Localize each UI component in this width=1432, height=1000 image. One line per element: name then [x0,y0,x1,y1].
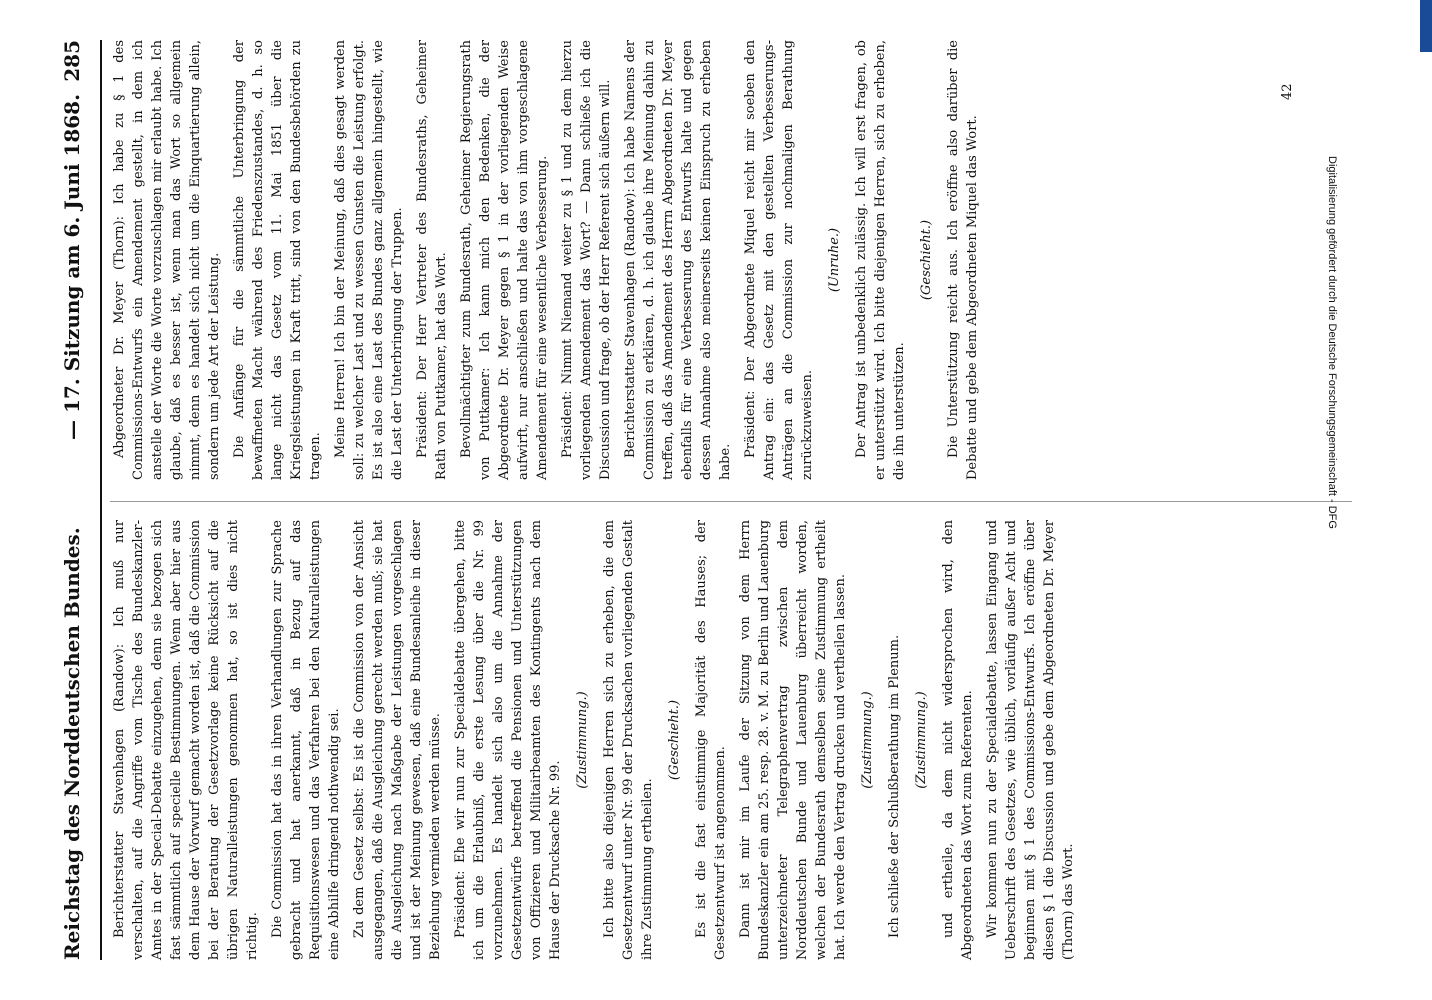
stage-direction: (Geschieht.) [667,699,682,781]
paragraph: Präsident: Nimmt Niemand weiter zu § 1 und zu dem hierzu vorliegenden Amendement das Wort? — Dann schließe ich die Discussion und frage, ob der Herr Referent sich äußern will. [560,40,613,480]
header-center: — 17. Sitzung am 6. Juni 1868. [60,93,84,440]
paragraph: Ich schließe der Schlußberathung im Plenum. [887,634,902,938]
paragraph: Berichterstatter Stavenhagen (Randow): Ich habe Namens der Commission zu erklären, d. h. ich glaube ihre Meinung dahin zu treffen, daß das Amendement des Herrn Abgeordneten Dr. Meyer ebenfalls für eine Verbesserung des Entwurfs halte und gegen dessen Annahme also meinerseits keinen Einspruch zu erheben habe. [623,40,733,480]
paragraph: Es ist die fast einstimmige Majorität des Hauses; der Gesetzentwurf ist angenommen. [694,520,728,960]
paragraph: Die Commission hat das in ihren Verhandlungen zur Sprache gebracht und hat anerkannt, daß in Bezug auf das Requisitionswesen und das Verfahren bei den Naturalleistungen eine Abhilfe dringend nothwendig sei. [270,520,342,960]
paragraph: Bevollmächtigter zum Bundesrath, Geheimer Regierungsrath von Puttkamer: Ich kann mich den Bedenken, die der Abgeordnete Dr. Meyer gegen § 1 in der vorliegenden Weise aufwirft, nur anschließen und halte das von ihm vorgeschlagene Amendement für eine wesentliche Verbesserung. [459,40,550,480]
stage-direction: (Zustimmung.) [914,691,929,789]
paragraph: Präsident: Ehe wir nun zur Specialdebatte übergehen, bitte ich um die Erlaubniß, die erste Lesung über die Nr. 99 vorzunehmen. Es handelt sich also um die Annahme der Gesetzentwürfe betreffend die Pensionen und Unterstützungen von Offizieren und Militairbeamten des Kontingents nach dem Hause der Drucksache Nr. 99. [453,520,563,960]
stage-direction: (Zustimmung.) [575,691,590,789]
paragraph: Zu dem Gesetz selbst: Es ist die Commission von der Ansicht ausgegangen, daß die Ausgleichung gerecht werden muß; sie hat die Ausgleichung nach Maßgabe der Leistungen vorgeschlagen und ist der Meinung gewesen, daß eine Bundesanleihe in dieser Beziehung vermieden werden müsse. [352,520,443,960]
paragraph: Meine Herren! Ich bin der Meinung, daß dies gesagt werden soll: zu welcher Last und zu wessen Gunsten die Leistung erfolgt. Es ist also eine Last des Bundes ganz allgemein hingestellt, wie die Last der Unterbringung der Truppen. [333,40,405,480]
paragraph: Berichterstatter Stavenhagen (Randow): Ich muß nur verschalten, auf die Angriffe vom Tische des Bundeskanzler-Amtes in der Special-Debatte einzugehen, denn sie bezogen sich fast sämmtlich auf specielle Bestimmungen. Wenn aber hier aus dem Hause der Vorwurf gemacht worden ist, daß die Commission bei der Beratung der Gesetzvorlage keine Rücksicht auf die übrigen Naturalleistungen genommen hat, so ist dies nicht richtig. [112,520,260,960]
paragraph: Ich bitte also diejenigen Herren sich zu erheben, die dem Gesetzentwurf unter Nr. 99 der Drucksachen vorliegenden Gestalt ihre Zustimmung ertheilen. [602,520,655,960]
paragraph: Wir kommen nun zu der Specialdebatte, lassen Eingang und Ueberschrift des Gesetzes, wie üblich, vorläufig außer Acht und beginnen mit § 1 des Commissions-Entwurfs. Ich eröffne über diesen § 1 die Discussion und gebe dem Abgeordneten Dr. Meyer (Thorn) das Wort. [985,520,1076,960]
signature-mark: 42 [1280,83,1295,100]
column-divider [110,501,1352,502]
page-number: 285 [60,40,84,82]
left-column [110,520,1084,960]
paragraph: Die Anfänge für die sämmtliche Unterbringung der bewaffneten Macht während des Friedenszustandes, d. h. so lange nicht das Gesetz vom 11. Mai 1851 über die Kriegsleistungen in Kraft tritt, sind von den Bundesbehörden zu tragen. [232,40,323,480]
stage-direction: (Unruhe.) [827,227,842,293]
paragraph: Präsident: Der Abgeordnete Miquel reicht mir soeben den Antrag ein: das Gesetz mit den gestellten Verbesserungs-Anträgen an die Commission zur nochmaligen Berathung zurückzuweisen. [743,40,815,480]
paragraph: und ertheile, da dem nicht widersprochen wird, den Abgeordneten das Wort zum Referenten. [941,520,975,960]
funding-note: Digitalisierung gefördert durch die Deutsche Forschungsgemeinschaft - DFG [1326,156,1338,529]
stage-direction: (Zustimmung.) [860,691,875,789]
header-rule [100,40,102,960]
page-header [60,40,100,960]
paragraph: Abgeordneter Dr. Meyer (Thorn): Ich habe zu § 1 des Commissions-Entwurfs ein Amendement gestellt, in dem ich anstelle der Worte die Worte vorzuschlagen mir erlaubt habe. Ich glaube, daß es besser ist, wenn man das Wort so allgemein nimmt, denn es handelt sich nicht um die Einquartierung allein, sondern um jede Art der Leistung. [112,40,222,480]
paragraph: Dann ist mir im Laufe der Sitzung von dem Herrn Bundeskanzler ein am 25. resp. 28. v. M. zu Berlin und Lauenburg unterzeichneter Telegraphenvertrag zwischen dem Norddeutschen Bunde und Lauenburg überreicht worden, welchen der Bundesrath demselben seine Zustimmung ertheilt hat. Ich werde den Vertrag drucken und vertheilen lassen. [738,520,848,960]
right-column [110,40,988,480]
dfg-logo-icon [1420,0,1432,52]
paragraph: Die Unterstützung reicht aus. Ich eröffne also darüber die Debatte und gebe dem Abgeordneten Miquel das Wort. [946,40,980,480]
header-left: Reichstag des Norddeutschen Bundes. [60,527,84,960]
paragraph: Der Antrag ist unbedenklich zulässig. Ich will erst fragen, ob er unterstützt wird. Ich bitte diejenigen Herren, sich zu erheben, die ihn unterstützen. [854,40,907,480]
stage-direction: (Geschieht.) [919,219,934,301]
paragraph: Präsident: Der Herr Vertreter des Bundesraths, Geheimer Rath von Puttkamer, hat das Wort. [415,40,449,480]
